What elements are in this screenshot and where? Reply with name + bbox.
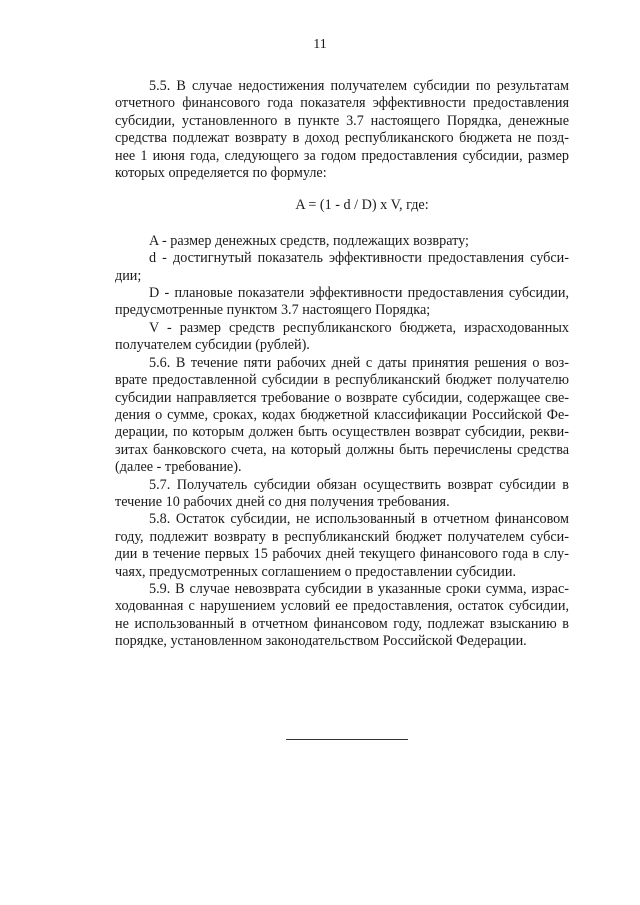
text-line: дения о сумме, сроках, кодах бюджетной классификации Российской Фе-: [115, 406, 569, 423]
text-line: врате предоставленной субсидии в республиканский бюджет получателю: [115, 372, 569, 389]
text-line: d - достигнутый показатель эффективности предоставления субси-: [149, 250, 569, 267]
text-line: субсидии, установленного в пункте 3.7 настоящего Порядка, денежные: [115, 112, 569, 129]
text-line: V - размер средств республиканского бюджета, израсходованных: [149, 319, 569, 336]
text-line: дии;: [115, 267, 142, 284]
text-line: нее 1 июня года, следующего за годом предоставления субсидии, размер: [115, 147, 569, 164]
text-line: порядке, установленном законодательством Российской Федерации.: [115, 633, 527, 650]
definition-d-small: [115, 250, 569, 285]
text-line: предусмотренные пунктом 3.7 настоящего Порядка;: [115, 302, 431, 319]
end-separator-line: [286, 739, 408, 740]
text-line: ходованная с нарушением условий ее предоставления, остаток субсидии,: [115, 598, 569, 615]
text-line: D - плановые показатели эффективности предоставления субсидии,: [149, 285, 569, 302]
text-line: 5.7. Получатель субсидии обязан осуществить возврат субсидии в: [149, 476, 569, 493]
text-line: 5.9. В случае невозврата субсидии в указанные сроки сумма, израс-: [149, 580, 569, 597]
page-number: 11: [313, 37, 327, 52]
text-line: зитах банковского счета, на который должны быть перечислены средства: [115, 441, 569, 458]
text-line: дии в течение первых 15 рабочих дней текущего финансового года в слу-: [115, 546, 569, 563]
paragraph-5-8: [115, 511, 569, 581]
definition-v: [115, 320, 569, 355]
text-line: получателем субсидии (рублей).: [115, 337, 310, 354]
text-line: течение 10 рабочих дней со дня получения требования.: [115, 493, 450, 510]
paragraph-5-5: [115, 78, 569, 182]
definition-a: [115, 233, 569, 250]
text-line: которых определяется по формуле:: [115, 165, 327, 182]
text-line: дерации, по которым должен быть осуществлен возврат субсидии, рекви-: [115, 424, 569, 441]
paragraph-5-9: [115, 581, 569, 651]
text-line: 5.5. В случае недостижения получателем субсидии по результатам: [149, 78, 569, 94]
definition-d-capital: [115, 285, 569, 320]
text-line: 5.8. Остаток субсидии, не использованный в отчетном финансовом: [149, 511, 569, 528]
text-line: средства подлежат возврату в доход республиканского бюджета не позд-: [115, 130, 569, 147]
text-line: году, подлежит возврату в республиканский бюджет получателем субси-: [115, 528, 569, 545]
text-line: чаях, предусмотренных соглашением о предоставлении субсидии.: [115, 563, 517, 580]
text-line: 5.6. В течение пяти рабочих дней с даты принятия решения о воз-: [149, 354, 569, 371]
text-line: (далее - требование).: [115, 459, 242, 476]
paragraph-5-7: [115, 477, 569, 512]
formula: A = (1 - d / D) x V, где:: [295, 197, 429, 214]
document-body: [115, 78, 569, 651]
text-line: субсидии направляется требование о возврате субсидии, содержащее све-: [115, 389, 569, 406]
text-line: A - размер денежных средств, подлежащих возврату;: [149, 232, 469, 249]
text-line: отчетного финансового года показателя эффективности предоставления: [115, 95, 569, 112]
paragraph-5-6: [115, 355, 569, 477]
text-line: не использованный в отчетном финансовом году, подлежат взысканию в: [115, 615, 569, 632]
